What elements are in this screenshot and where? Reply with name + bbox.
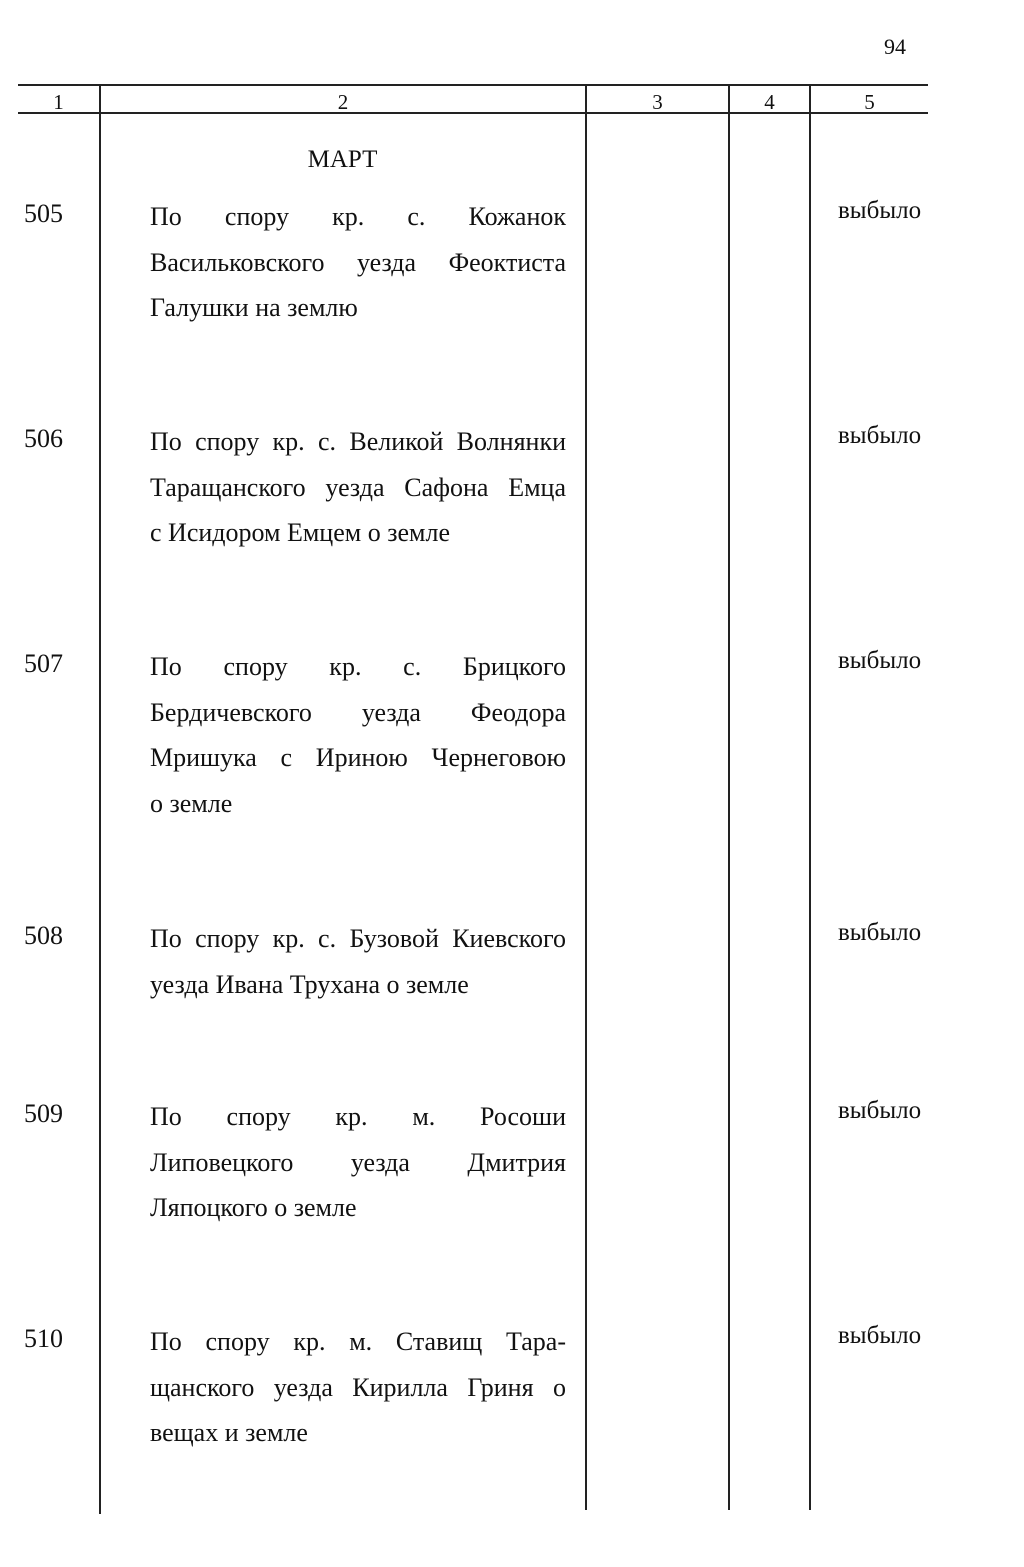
column-header-1: 1: [53, 90, 64, 114]
description-line: По спору кр. с. Великой Волнянки: [150, 427, 566, 456]
column-header-4: 4: [764, 90, 775, 114]
description-line: По спору кр. м. Ставищ Тара-: [150, 1327, 566, 1356]
description-line: Васильковского уезда Феоктиста: [150, 247, 566, 277]
description-line: Ляпоцкого о земле: [150, 1193, 357, 1222]
entry-result: выбыло: [838, 919, 922, 946]
column-divider: [99, 84, 101, 1514]
column-divider: [585, 84, 587, 1510]
entry-number: 505: [24, 199, 63, 228]
entry-description: [150, 916, 566, 1007]
entry-result: выбыло: [838, 197, 922, 224]
entry-result: выбыло: [838, 647, 922, 674]
column-header-5: 5: [864, 90, 875, 114]
entry-number: 509: [24, 1099, 63, 1128]
description-line: Липовецкого уезда Дмитрия: [150, 1147, 566, 1177]
description-line: щанского уезда Кирилла Гриня о: [150, 1372, 566, 1402]
description-line: По спору кр. с. Бузовой Киевского: [150, 924, 566, 953]
description-line: с Исидором Емцем о земле: [150, 518, 450, 547]
description-line: Галушки на землю: [150, 293, 358, 322]
column-divider: [809, 84, 811, 1510]
description-line: По спору кр. м. Росоши: [150, 1102, 566, 1131]
entry-number: 510: [24, 1324, 63, 1353]
entry-description: [150, 1319, 566, 1456]
column-divider: [728, 84, 730, 1510]
entry-number: 507: [24, 649, 63, 678]
entry-description: [150, 419, 566, 556]
table-top-rule: [18, 84, 928, 86]
entry-description: [150, 1094, 566, 1231]
description-line: По спору кр. с. Брицкого: [150, 652, 566, 681]
entry-number: 506: [24, 424, 63, 453]
page-number: 94: [884, 34, 906, 59]
entry-description: [150, 644, 566, 826]
entry-result: выбыло: [838, 1097, 922, 1124]
description-line: о земле: [150, 788, 233, 818]
description-line: Бердичевского уезда Феодора: [150, 697, 566, 727]
column-header-3: 3: [652, 90, 663, 114]
description-line: Мришука с Ириною Чернеговою: [150, 743, 566, 772]
month-heading: МАРТ: [307, 146, 378, 173]
description-line: Таращанского уезда Сафона Емца: [150, 472, 566, 502]
description-line: уезда Ивана Трухана о земле: [150, 969, 469, 999]
description-line: вещах и земле: [150, 1418, 308, 1447]
entry-result: выбыло: [838, 422, 922, 449]
column-header-2: 2: [337, 90, 349, 114]
entry-result: выбыло: [838, 1322, 922, 1349]
entry-description: [150, 194, 566, 331]
entry-number: 508: [24, 921, 63, 950]
description-line: По спору кр. с. Кожанок: [150, 202, 566, 231]
